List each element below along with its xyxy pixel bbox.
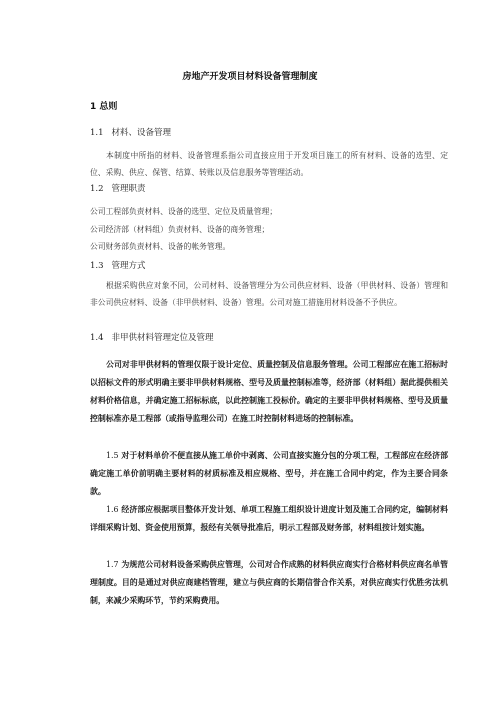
responsibility-line: 公司工程部负责材料、设备的选型、定位及质量管理； [90, 207, 278, 216]
document-title: 房地产开发项目材料设备管理制度 [182, 72, 318, 82]
section-1-4-body: 公司对非甲供材料的管理仅限于设计定位、质量控制及信息服务管理。公司工程部应在施工招标时以招标文件的形式明确主要非甲供材料规格、型号及质量控制标准等，经济部（材料组）据此提供相关材料价格信息，并确定施工招标标底，以此控制施工投标价。确定的主要非甲供材料规格、型号及质量控制标准亦是工程部（或指导监理公司）在施工时控制材料进场的控制标准。 [90, 360, 448, 423]
section-1-7-body: 为规范公司材料设备采购供应管理，公司对合作成熟的材料供应商实行合格材料供应商名单管理制度。目的是通过对供应商建档管理，建立与供应商的长期信誉合作关系，对供应商实行优胜劣汰机制，来减少采购环节，节约采购费用。 [90, 560, 448, 605]
section-title: 非甲供材料管理定位及管理 [111, 333, 214, 343]
section-1-6 [90, 501, 448, 537]
section-number: 1.6 [106, 505, 119, 514]
section-1-1-body: 本制度中所指的材料、设备管理系指公司直接应用于开发项目施工的所有材料、设备的选型、定位、采购、供应、保管、结算、转账以及信息服务等管理活动。 [90, 151, 448, 177]
responsibility-line: 公司经济部（材料组）负责材料、设备的商务管理； [90, 225, 270, 234]
section-number: 1.2 [90, 184, 104, 194]
section-1-3-body: 根据采购供应对象不同，公司材料、设备管理分为公司供应材料、设备（甲供材料、设备）管理和非公司供应材料、设备（非甲供材料、设备）管理。公司对施工措施用材料设备不予供应。 [90, 281, 448, 307]
section-1-6-body: 经济部应根据项目整体开发计划、单项工程施工组织设计进度计划及施工合同约定，编制材料详细采购计划、资金使用预算，报经有关领导批准后，明示工程部及财务部，材料组按计划实施。 [90, 505, 448, 532]
section-title: 管理方式 [111, 261, 146, 271]
section-heading-1-3 [90, 259, 146, 271]
section-number: 1.5 [106, 451, 119, 460]
section-1-5-body: 对于材料单价不便直接从施工单价中剥离、公司直接实施分包的分项工程，工程部应在经济部确定施工单价前明确主要材料的材质标准及相应规格、型号，并在施工合同中约定，作为主要合同条款。 [90, 451, 448, 496]
section-heading-1-4 [90, 331, 214, 343]
section-number: 1.3 [90, 261, 104, 271]
section-1-5 [90, 447, 448, 501]
section-number: 1.1 [90, 128, 104, 138]
section-number: 1.4 [90, 333, 104, 343]
responsibility-line: 公司财务部负责材料、设备的帐务管理。 [90, 242, 231, 251]
chapter-heading: 1 总则 [90, 102, 118, 112]
section-heading-1-2 [90, 182, 146, 194]
section-1-7 [90, 556, 448, 610]
section-title: 材料、设备管理 [111, 128, 172, 138]
section-number: 1.7 [106, 560, 119, 569]
section-title: 管理职责 [111, 184, 146, 194]
section-heading-1-1 [90, 126, 171, 138]
